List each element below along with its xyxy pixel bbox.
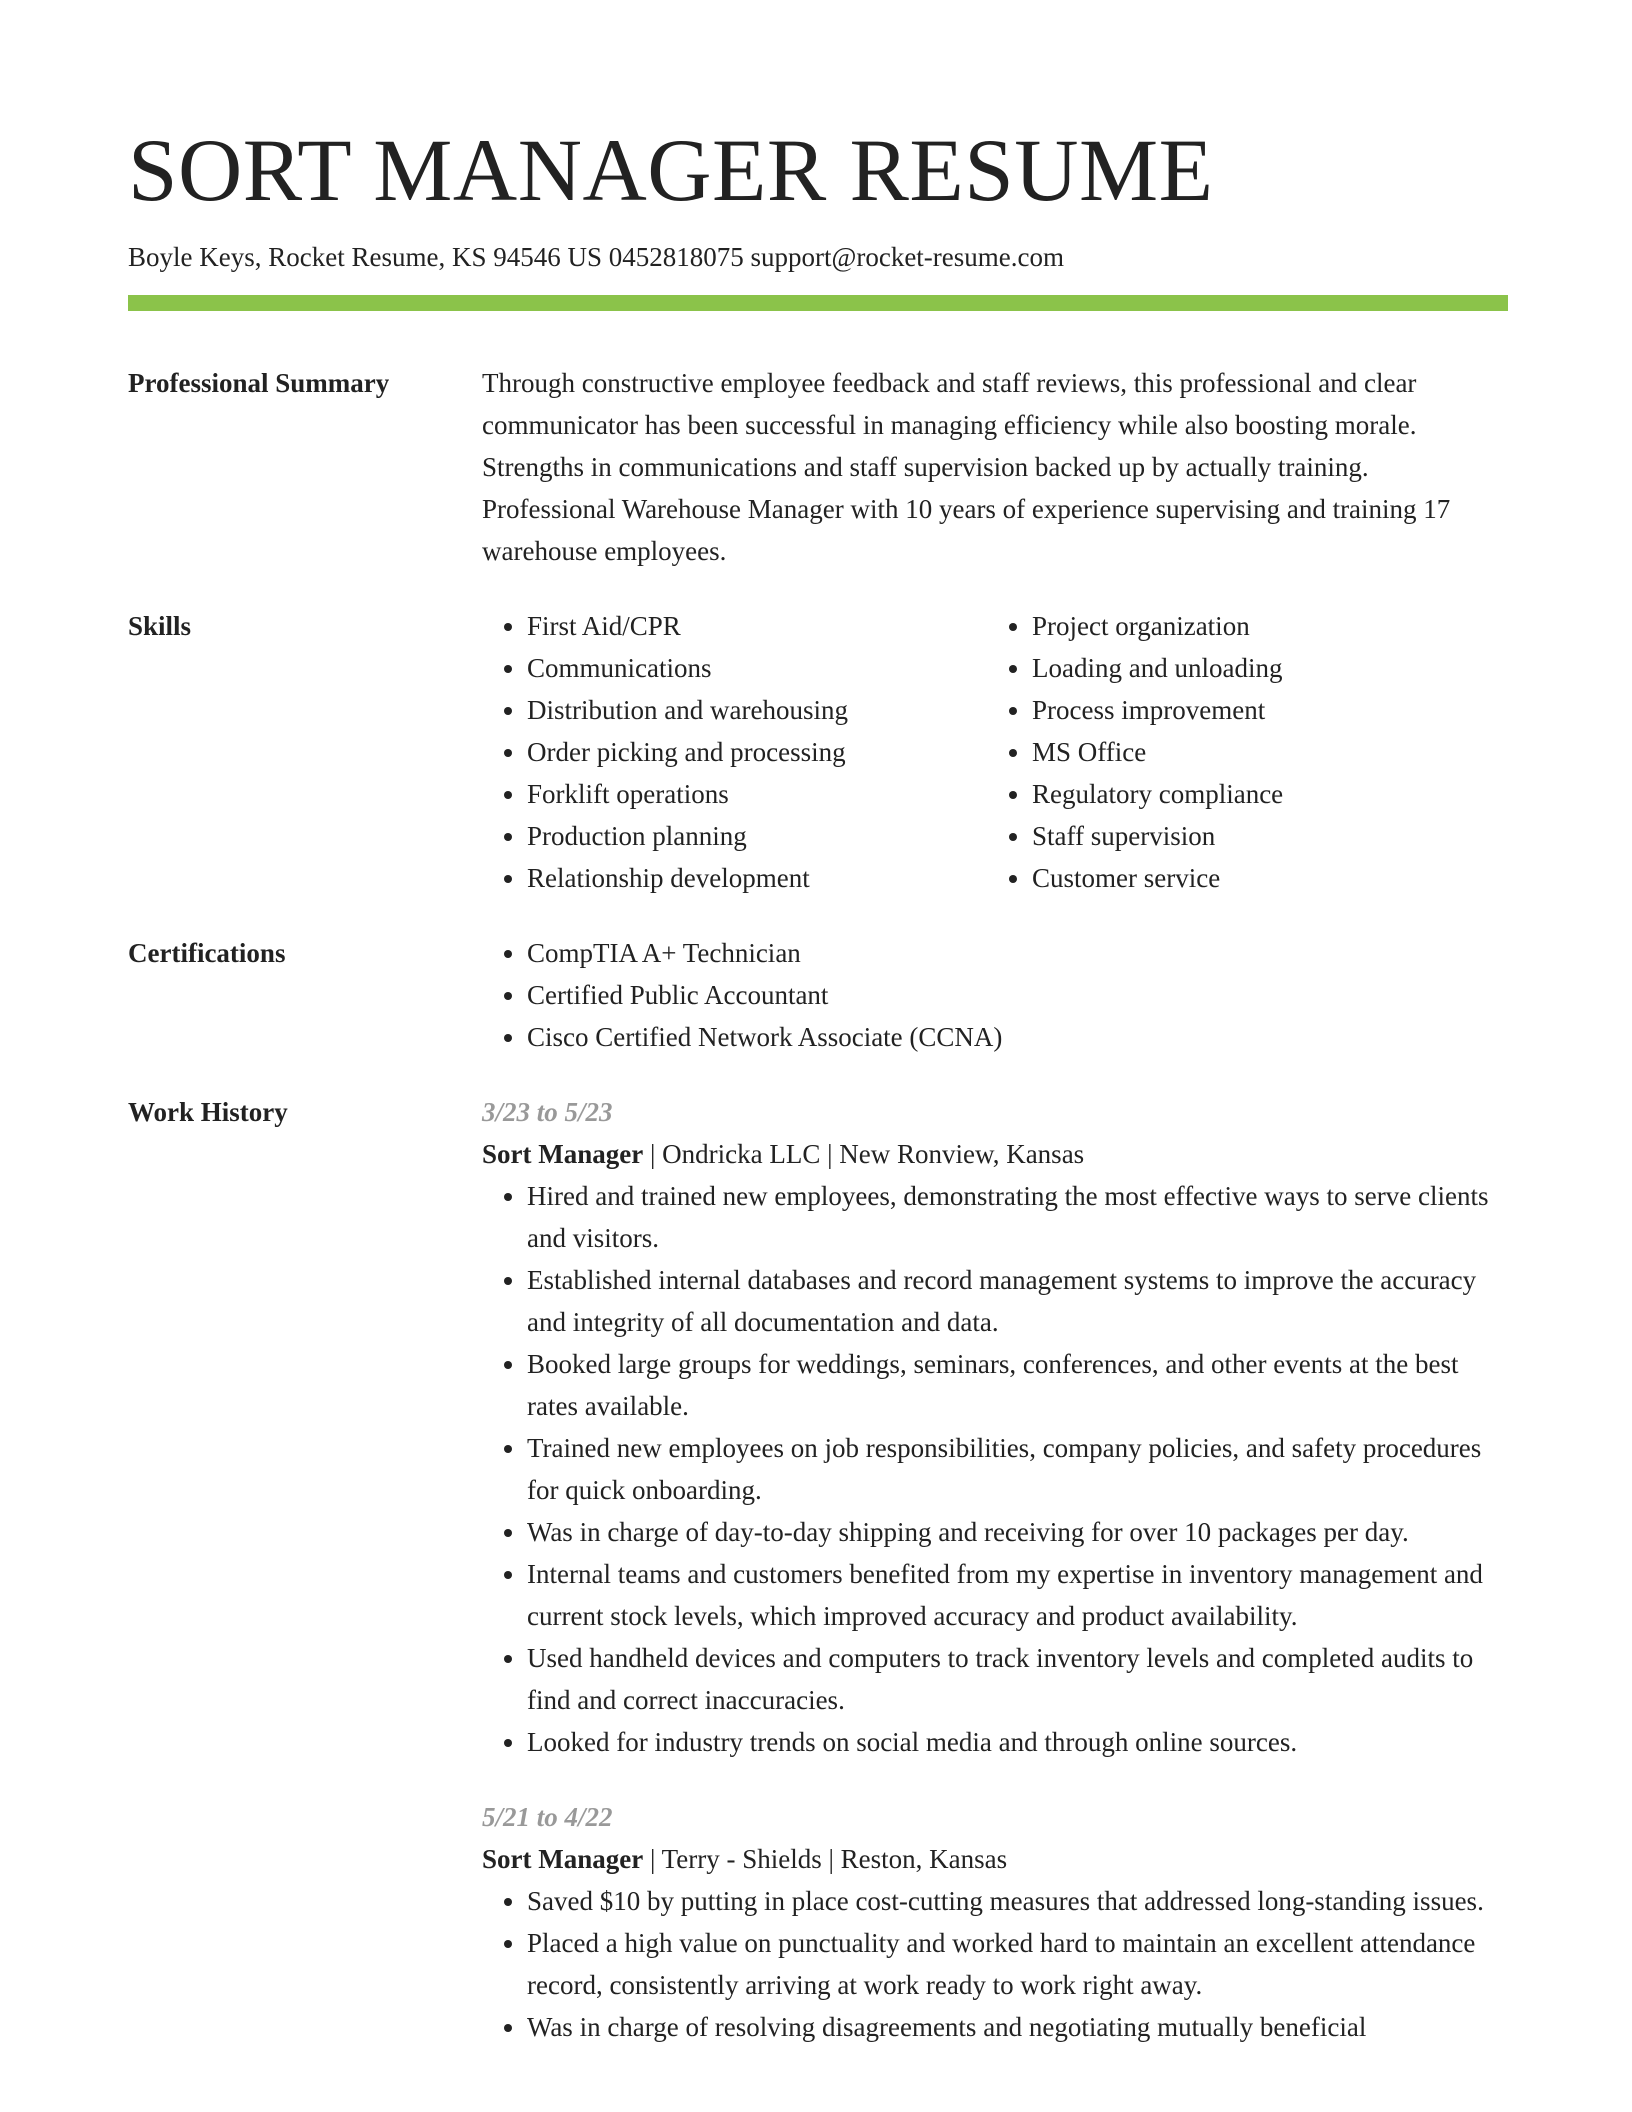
skill-item: • Process improvement (1032, 689, 1492, 731)
skill-item: • First Aid/CPR (527, 605, 987, 647)
skill-item: • Communications (527, 647, 987, 689)
summary-text: Through constructive employee feedback and staff reviews, this professional and clear communicator has been successful in managing efficiency while also boosting morale. Strengths in communications and staff supervision backed up by actually training. Professional Warehouse Manager with 10 years of experience supervising and training 17 warehouse employees. (482, 368, 1451, 566)
job-bullet: • Placed a high value on punctuality and worked hard to maintain an excellent attendance record, consistently arriving at work ready to work right away. (527, 1922, 1508, 2006)
job-bullet: • Was in charge of resolving disagreements and negotiating mutually beneficial (527, 2006, 1508, 2048)
resume-title: SORT MANAGER RESUME (128, 122, 1214, 220)
certification-item: • Certified Public Accountant (527, 974, 1508, 1016)
skill-item: • Customer service (1032, 857, 1492, 899)
job-title: Sort Manager (482, 1844, 644, 1874)
resume-page (128, 118, 1508, 2048)
certifications-body (482, 932, 1508, 1058)
skills-columns (482, 605, 1508, 899)
skill-item: • MS Office (1032, 731, 1492, 773)
skill-item: • Distribution and warehousing (527, 689, 987, 731)
job-details: | Terry - Shields | Reston, Kansas (643, 1844, 1008, 1874)
certification-item: • CompTIA A+ Technician (527, 932, 1508, 974)
job-dates: 3/23 to 5/23 (482, 1097, 613, 1127)
skill-item: • Forklift operations (527, 773, 987, 815)
job-dates: 5/21 to 4/22 (482, 1802, 613, 1832)
job-title: Sort Manager (482, 1139, 644, 1169)
work-history-section (128, 1091, 1508, 2048)
job-bullet: • Established internal databases and record management systems to improve the accuracy and integrity of all documentation and data. (527, 1259, 1508, 1343)
certification-item: • Cisco Certified Network Associate (CCNA) (527, 1016, 1508, 1058)
skills-section (128, 605, 1508, 899)
section-label: Professional Summary (128, 368, 390, 398)
job-entry (482, 1091, 1508, 1763)
skill-item: • Project organization (1032, 605, 1492, 647)
skill-item: • Staff supervision (1032, 815, 1492, 857)
accent-divider (128, 295, 1508, 311)
job-bullet: • Hired and trained new employees, demonstrating the most effective ways to serve clients and visitors. (527, 1175, 1508, 1259)
job-bullet: • Trained new employees on job responsibilities, company policies, and safety procedures for quick onboarding. (527, 1427, 1508, 1511)
contact-line: Boyle Keys, Rocket Resume, KS 94546 US 0452818075 support@rocket-resume.com (128, 242, 1064, 272)
section-label: Certifications (128, 938, 286, 968)
skill-item: • Loading and unloading (1032, 647, 1492, 689)
skill-item: • Production planning (527, 815, 987, 857)
skill-item: • Relationship development (527, 857, 987, 899)
job-bullets (482, 1175, 1508, 1763)
job-entry (482, 1796, 1508, 2048)
job-heading (482, 1133, 1508, 1175)
skills-list (482, 605, 987, 899)
section-label: Skills (128, 611, 192, 641)
skills-list (987, 605, 1492, 899)
work-history-body (482, 1091, 1508, 2048)
skill-item: • Order picking and processing (527, 731, 987, 773)
job-heading (482, 1838, 1508, 1880)
job-details: | Ondricka LLC | New Ronview, Kansas (643, 1139, 1085, 1169)
section-label: Work History (128, 1097, 288, 1127)
job-bullet: • Booked large groups for weddings, seminars, conferences, and other events at the best rates available. (527, 1343, 1508, 1427)
job-bullet: • Used handheld devices and computers to track inventory levels and completed audits to find and correct inaccuracies. (527, 1637, 1508, 1721)
skill-item: • Regulatory compliance (1032, 773, 1492, 815)
certifications-list (482, 932, 1508, 1058)
job-bullet: • Was in charge of day-to-day shipping and receiving for over 10 packages per day. (527, 1511, 1508, 1553)
job-bullet: • Saved $10 by putting in place cost-cutting measures that addressed long-standing issues. (527, 1880, 1508, 1922)
certifications-section (128, 932, 1508, 1058)
professional-summary-section (128, 362, 1508, 572)
job-bullet: • Internal teams and customers benefited from my expertise in inventory management and current stock levels, which improved accuracy and product availability. (527, 1553, 1508, 1637)
job-bullet: • Looked for industry trends on social media and through online sources. (527, 1721, 1508, 1763)
job-bullets (482, 1880, 1508, 2048)
